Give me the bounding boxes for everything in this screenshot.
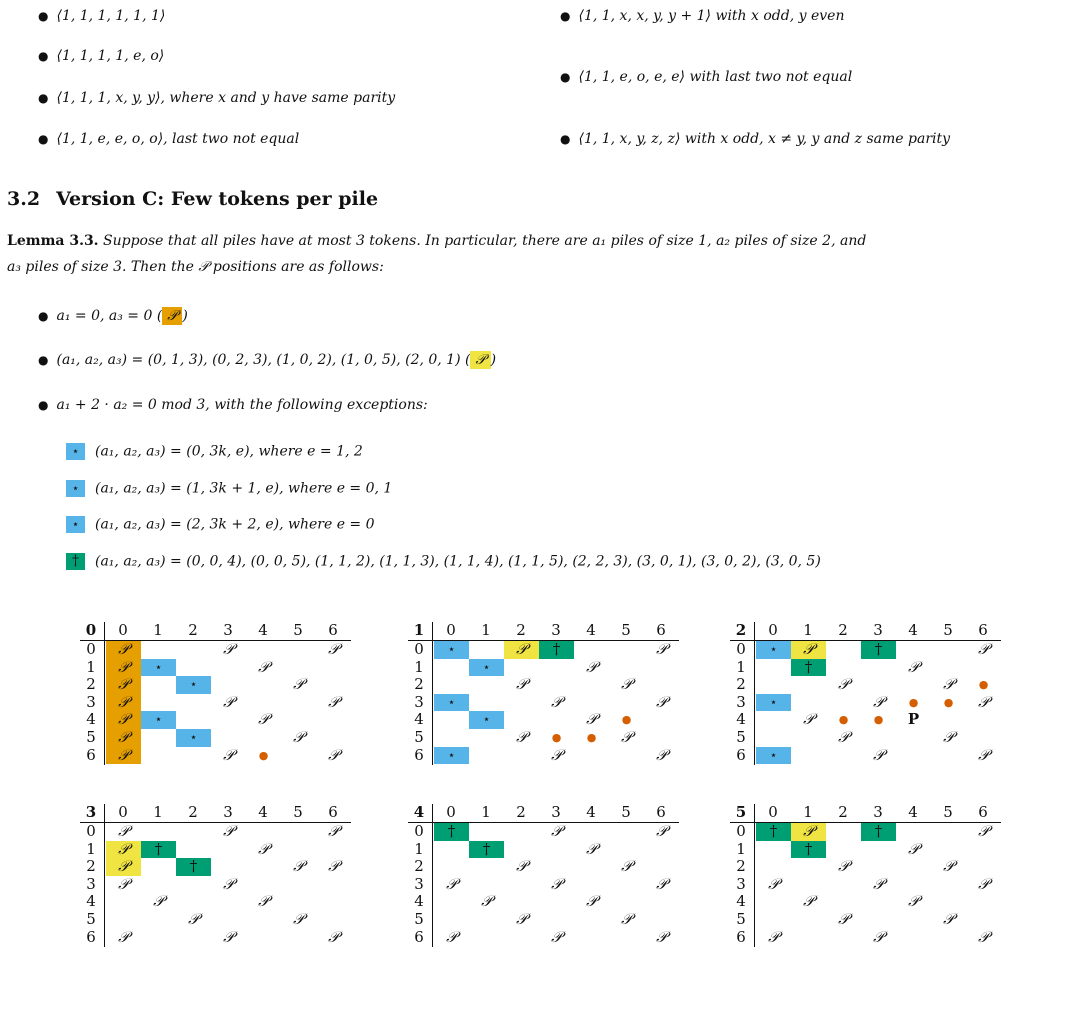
p-position: 𝒫 bbox=[838, 728, 849, 746]
p-position: 𝒫 bbox=[223, 640, 234, 658]
table-2 bbox=[730, 622, 1000, 812]
p-position: 𝒫 bbox=[118, 874, 129, 893]
p-box-yellow: 𝒫 bbox=[470, 351, 490, 369]
column-header: 0 bbox=[118, 803, 128, 821]
column-header: 0 bbox=[118, 621, 128, 639]
dagger-icon: † bbox=[66, 553, 85, 570]
row-header: 0 bbox=[414, 822, 424, 840]
lemma-text-2: a₃ piles of size 3. Then the 𝒫 positions are as follows: bbox=[7, 259, 384, 275]
p-position: 𝒫 bbox=[586, 710, 597, 729]
column-header: 3 bbox=[223, 621, 233, 639]
column-header: 3 bbox=[223, 803, 233, 821]
p-position: 𝒫 bbox=[258, 657, 269, 676]
p-position: 𝒫 bbox=[621, 857, 632, 876]
row-header: 2 bbox=[86, 675, 96, 694]
row-header: 2 bbox=[414, 675, 424, 694]
p-position: 𝒫 bbox=[656, 640, 667, 658]
p-box-orange: 𝒫 bbox=[162, 307, 182, 325]
row-header: 5 bbox=[414, 728, 424, 746]
p-position: 𝒫 bbox=[978, 927, 989, 946]
lemma-bullet-3: ● a₁ + 2 · a₂ = 0 mod 3, with the following exceptions: bbox=[38, 397, 428, 413]
p-position: 𝒫 bbox=[258, 710, 269, 729]
p-position: 𝒫 bbox=[908, 657, 919, 676]
dot-icon: ● bbox=[551, 731, 562, 744]
star-icon: ⋆ bbox=[447, 747, 456, 762]
p-position: 𝒫 bbox=[223, 874, 234, 893]
p-position: 𝒫 bbox=[873, 745, 884, 764]
p-position: 𝒫 bbox=[978, 822, 989, 840]
dagger-icon: † bbox=[447, 822, 456, 840]
column-header: 0 bbox=[768, 803, 778, 821]
column-header: 4 bbox=[908, 621, 918, 639]
column-header: 3 bbox=[873, 803, 883, 821]
p-position: 𝒫 bbox=[621, 675, 632, 694]
row-header: 5 bbox=[414, 910, 424, 928]
lemma-bullet-2: ● (a₁, a₂, a₃) = (0, 1, 3), (0, 2, 3), (1, 0, 2), (1, 0, 5), (2, 0, 1) ( 𝒫 ) bbox=[38, 352, 497, 368]
top-bullet-left-2: ● ⟨1, 1, 1, 1, e, o⟩ bbox=[38, 48, 165, 64]
p-position: 𝒫 bbox=[516, 857, 527, 876]
top-bullet-right-2: ● ⟨1, 1, e, o, e, e⟩ with last two not equal bbox=[560, 69, 853, 85]
row-header: 3 bbox=[414, 692, 424, 711]
dagger-icon: † bbox=[874, 822, 883, 840]
p-position: 𝒫 bbox=[908, 839, 919, 858]
vertical-rule bbox=[432, 622, 433, 765]
table-label: 2 bbox=[735, 621, 747, 639]
p-position: 𝒫 bbox=[656, 822, 667, 840]
lemma-label: Lemma 3.3. bbox=[7, 233, 99, 249]
column-header: 5 bbox=[293, 803, 303, 821]
vertical-rule bbox=[104, 804, 105, 947]
star-icon: ⋆ bbox=[189, 730, 198, 744]
column-header: 1 bbox=[153, 803, 163, 821]
star-icon: ⋆ bbox=[66, 516, 85, 533]
p-position: 𝒫 bbox=[803, 640, 814, 658]
column-header: 1 bbox=[481, 621, 491, 639]
p-position: 𝒫 bbox=[978, 745, 989, 764]
p-position: 𝒫 bbox=[586, 657, 597, 676]
star-icon: ⋆ bbox=[154, 712, 163, 727]
dagger-icon: † bbox=[189, 857, 198, 876]
p-position: 𝒫 bbox=[838, 857, 849, 876]
table-label: 0 bbox=[85, 621, 97, 639]
row-header: 1 bbox=[736, 657, 746, 676]
top-bullet-left-3: ● ⟨1, 1, 1, x, y, y⟩, where x and y have same parity bbox=[38, 90, 396, 106]
row-header: 6 bbox=[736, 745, 746, 764]
column-header: 3 bbox=[873, 621, 883, 639]
p-position: 𝒫 bbox=[838, 675, 849, 694]
p-position: 𝒫 bbox=[293, 857, 304, 876]
star-icon: ⋆ bbox=[482, 659, 491, 674]
table-5 bbox=[730, 804, 1000, 994]
table-label: 4 bbox=[413, 803, 425, 821]
column-header: 2 bbox=[188, 621, 198, 639]
column-header: 5 bbox=[621, 803, 631, 821]
row-header: 4 bbox=[414, 710, 424, 729]
exception-2: ⋆ (a₁, a₂, a₃) = (1, 3k + 1, e), where e = 0, 1 bbox=[66, 480, 392, 497]
p-position: 𝒫 bbox=[803, 710, 814, 729]
p-position: 𝒫 bbox=[153, 892, 164, 911]
column-header: 0 bbox=[446, 621, 456, 639]
row-header: 5 bbox=[86, 728, 96, 746]
row-header: 0 bbox=[86, 822, 96, 840]
dot-icon: ● bbox=[978, 678, 989, 692]
p-position: 𝒫 bbox=[943, 675, 954, 694]
dagger-icon: † bbox=[804, 839, 813, 858]
p-position: 𝒫 bbox=[118, 657, 129, 676]
row-header: 4 bbox=[736, 710, 746, 729]
row-header: 6 bbox=[86, 927, 96, 946]
column-header: 2 bbox=[188, 803, 198, 821]
star-icon: ⋆ bbox=[447, 694, 456, 709]
p-position: 𝒫 bbox=[803, 892, 814, 911]
vertical-rule bbox=[432, 804, 433, 947]
column-header: 3 bbox=[551, 621, 561, 639]
lemma-line-2 bbox=[7, 256, 384, 278]
row-header: 5 bbox=[736, 910, 746, 928]
row-header: 1 bbox=[414, 839, 424, 858]
star-icon: ⋆ bbox=[447, 642, 456, 656]
p-position: 𝒫 bbox=[118, 839, 129, 858]
p-position: 𝒫 bbox=[118, 675, 129, 694]
p-position: 𝒫 bbox=[293, 675, 304, 694]
vertical-rule bbox=[754, 622, 755, 765]
p-position: 𝒫 bbox=[586, 892, 597, 911]
p-position: 𝒫 bbox=[943, 857, 954, 876]
p-position: 𝒫 bbox=[656, 927, 667, 946]
row-header: 5 bbox=[86, 910, 96, 928]
p-position: 𝒫 bbox=[873, 874, 884, 893]
row-header: 4 bbox=[736, 892, 746, 911]
column-header: 2 bbox=[516, 803, 526, 821]
row-header: 3 bbox=[736, 874, 746, 893]
p-position: 𝒫 bbox=[551, 692, 562, 711]
row-header: 4 bbox=[86, 892, 96, 911]
table-1 bbox=[408, 622, 678, 812]
p-position: 𝒫 bbox=[586, 839, 597, 858]
lemma-line-1 bbox=[7, 230, 866, 252]
exception-3: ⋆ (a₁, a₂, a₃) = (2, 3k + 2, e), where e = 0 bbox=[66, 516, 375, 533]
p-position: 𝒫 bbox=[446, 874, 457, 893]
p-position: 𝒫 bbox=[118, 927, 129, 946]
p-position: 𝒫 bbox=[446, 927, 457, 946]
column-header: 6 bbox=[328, 621, 338, 639]
dot-icon: ● bbox=[621, 713, 632, 727]
p-position: 𝒫 bbox=[223, 927, 234, 946]
column-header: 5 bbox=[943, 803, 953, 821]
star-icon: ⋆ bbox=[154, 659, 163, 674]
column-header: 1 bbox=[481, 803, 491, 821]
p-position: 𝒫 bbox=[188, 910, 199, 928]
row-header: 5 bbox=[736, 728, 746, 746]
column-header: 5 bbox=[293, 621, 303, 639]
top-bullet-right-3: ● ⟨1, 1, x, y, z, z⟩ with x odd, x ≠ y, y and z same parity bbox=[560, 131, 951, 147]
top-bullet-left-1: ● ⟨1, 1, 1, 1, 1, 1⟩ bbox=[38, 8, 166, 24]
p-position: 𝒫 bbox=[258, 839, 269, 858]
p-position: 𝒫 bbox=[768, 927, 779, 946]
section-title: Version C: Few tokens per pile bbox=[56, 188, 379, 210]
p-position: 𝒫 bbox=[223, 745, 234, 764]
dot-icon: ● bbox=[258, 748, 269, 762]
p-position: 𝒫 bbox=[551, 927, 562, 946]
table-0 bbox=[80, 622, 350, 812]
p-position: 𝒫 bbox=[656, 874, 667, 893]
row-header: 6 bbox=[414, 927, 424, 946]
star-icon: ⋆ bbox=[769, 642, 778, 656]
row-header: 1 bbox=[86, 657, 96, 676]
dot-icon: ● bbox=[908, 695, 919, 709]
p-position: 𝒫 bbox=[873, 692, 884, 711]
row-header: 3 bbox=[86, 692, 96, 711]
p-position: 𝒫 bbox=[328, 822, 339, 840]
p-position: 𝒫 bbox=[328, 745, 339, 764]
p-position: 𝒫 bbox=[293, 728, 304, 746]
column-header: 4 bbox=[908, 803, 918, 821]
row-header: 0 bbox=[736, 640, 746, 658]
p-position: 𝒫 bbox=[118, 728, 129, 746]
p-position: 𝒫 bbox=[621, 910, 632, 928]
column-header: 3 bbox=[551, 803, 561, 821]
lemma-bullet-1: ● a₁ = 0, a₃ = 0 ( 𝒫 ) bbox=[38, 308, 188, 324]
p-position: 𝒫 bbox=[328, 857, 339, 876]
star-icon: ⋆ bbox=[482, 712, 491, 727]
vertical-rule bbox=[104, 622, 105, 765]
dagger-icon: † bbox=[769, 822, 778, 840]
p-position: 𝒫 bbox=[551, 822, 562, 840]
column-header: 0 bbox=[768, 621, 778, 639]
p-position: 𝒫 bbox=[118, 745, 129, 764]
bold-p-position: P bbox=[907, 710, 920, 729]
column-header: 2 bbox=[838, 803, 848, 821]
p-position: 𝒫 bbox=[873, 927, 884, 946]
p-position: 𝒫 bbox=[621, 728, 632, 746]
row-header: 2 bbox=[414, 857, 424, 876]
p-position: 𝒫 bbox=[803, 822, 814, 840]
table-3 bbox=[80, 804, 350, 994]
column-header: 6 bbox=[328, 803, 338, 821]
row-header: 0 bbox=[736, 822, 746, 840]
p-position: 𝒫 bbox=[258, 892, 269, 911]
top-bullet-right-1: ● ⟨1, 1, x, x, y, y + 1⟩ with x odd, y even bbox=[560, 8, 845, 24]
table-label: 3 bbox=[85, 803, 97, 821]
p-position: 𝒫 bbox=[118, 822, 129, 840]
column-header: 4 bbox=[586, 803, 596, 821]
row-header: 1 bbox=[736, 839, 746, 858]
exception-1: ⋆ (a₁, a₂, a₃) = (0, 3k, e), where e = 1, 2 bbox=[66, 443, 363, 460]
p-position: 𝒫 bbox=[943, 910, 954, 928]
row-header: 2 bbox=[736, 675, 746, 694]
column-header: 5 bbox=[621, 621, 631, 639]
p-position: 𝒫 bbox=[118, 710, 129, 729]
p-position: 𝒫 bbox=[978, 874, 989, 893]
row-header: 6 bbox=[414, 745, 424, 764]
p-position: 𝒫 bbox=[293, 910, 304, 928]
row-header: 4 bbox=[86, 710, 96, 729]
dot-icon: ● bbox=[873, 713, 884, 727]
table-label: 1 bbox=[413, 621, 425, 639]
row-header: 0 bbox=[414, 640, 424, 658]
p-position: 𝒫 bbox=[328, 640, 339, 658]
p-position: 𝒫 bbox=[656, 745, 667, 764]
row-header: 0 bbox=[86, 640, 96, 658]
row-header: 3 bbox=[86, 874, 96, 893]
p-position: 𝒫 bbox=[223, 692, 234, 711]
row-header: 1 bbox=[86, 839, 96, 858]
p-position: 𝒫 bbox=[551, 874, 562, 893]
dagger-icon: † bbox=[552, 640, 561, 658]
column-header: 1 bbox=[803, 621, 813, 639]
p-position: 𝒫 bbox=[118, 640, 129, 658]
dot-icon: ● bbox=[586, 731, 597, 744]
p-position: 𝒫 bbox=[118, 692, 129, 711]
row-header: 2 bbox=[86, 857, 96, 876]
section-heading bbox=[7, 188, 378, 210]
column-header: 1 bbox=[803, 803, 813, 821]
p-position: 𝒫 bbox=[328, 927, 339, 946]
column-header: 2 bbox=[838, 621, 848, 639]
exception-4: † (a₁, a₂, a₃) = (0, 0, 4), (0, 0, 5), (1, 1, 2), (1, 1, 3), (1, 1, 4), (1, 1, 5), (2, 2, 3), (3, 0, 1), (3, 0, 2), (3, 0, 5) bbox=[66, 553, 821, 570]
column-header: 5 bbox=[943, 621, 953, 639]
row-header: 3 bbox=[736, 692, 746, 711]
p-position: 𝒫 bbox=[838, 910, 849, 928]
column-header: 2 bbox=[516, 621, 526, 639]
dagger-icon: † bbox=[874, 640, 883, 658]
column-header: 4 bbox=[586, 621, 596, 639]
p-position: 𝒫 bbox=[551, 745, 562, 764]
p-position: 𝒫 bbox=[768, 874, 779, 893]
p-position: 𝒫 bbox=[118, 857, 129, 876]
dagger-icon: † bbox=[482, 839, 491, 858]
column-header: 6 bbox=[978, 621, 988, 639]
column-header: 6 bbox=[656, 621, 666, 639]
p-position: 𝒫 bbox=[978, 640, 989, 658]
row-header: 6 bbox=[86, 745, 96, 764]
p-position: 𝒫 bbox=[516, 640, 527, 658]
p-position: 𝒫 bbox=[481, 892, 492, 911]
table-label: 5 bbox=[735, 803, 747, 821]
column-header: 0 bbox=[446, 803, 456, 821]
dot-icon: ● bbox=[943, 695, 954, 709]
p-position: 𝒫 bbox=[223, 822, 234, 840]
vertical-rule bbox=[754, 804, 755, 947]
table-4 bbox=[408, 804, 678, 994]
row-header: 3 bbox=[414, 874, 424, 893]
row-header: 1 bbox=[414, 657, 424, 676]
p-position: 𝒫 bbox=[656, 692, 667, 711]
column-header: 1 bbox=[153, 621, 163, 639]
top-bullet-left-4: ● ⟨1, 1, e, e, o, o⟩, last two not equal bbox=[38, 131, 300, 147]
column-header: 4 bbox=[258, 803, 268, 821]
p-position: 𝒫 bbox=[328, 692, 339, 711]
column-header: 6 bbox=[978, 803, 988, 821]
row-header: 6 bbox=[736, 927, 746, 946]
star-icon: ⋆ bbox=[189, 677, 198, 692]
dot-icon: ● bbox=[838, 713, 849, 727]
star-icon: ⋆ bbox=[769, 694, 778, 709]
dagger-icon: † bbox=[804, 657, 813, 676]
column-header: 6 bbox=[656, 803, 666, 821]
p-position: 𝒫 bbox=[943, 728, 954, 746]
lemma-text-1: Suppose that all piles have at most 3 tokens. In particular, there are a₁ piles of size 1, a₂ piles of size 2, and bbox=[103, 233, 867, 249]
dagger-icon: † bbox=[154, 839, 163, 858]
p-position: 𝒫 bbox=[516, 728, 527, 746]
column-header: 4 bbox=[258, 621, 268, 639]
row-header: 4 bbox=[414, 892, 424, 911]
section-number: 3.2 bbox=[7, 188, 41, 210]
row-header: 2 bbox=[736, 857, 746, 876]
p-position: 𝒫 bbox=[516, 675, 527, 694]
p-position: 𝒫 bbox=[978, 692, 989, 711]
star-icon: ⋆ bbox=[769, 747, 778, 762]
star-icon: ⋆ bbox=[66, 443, 85, 460]
star-icon: ⋆ bbox=[66, 480, 85, 497]
p-position: 𝒫 bbox=[516, 910, 527, 928]
p-position: 𝒫 bbox=[908, 892, 919, 911]
